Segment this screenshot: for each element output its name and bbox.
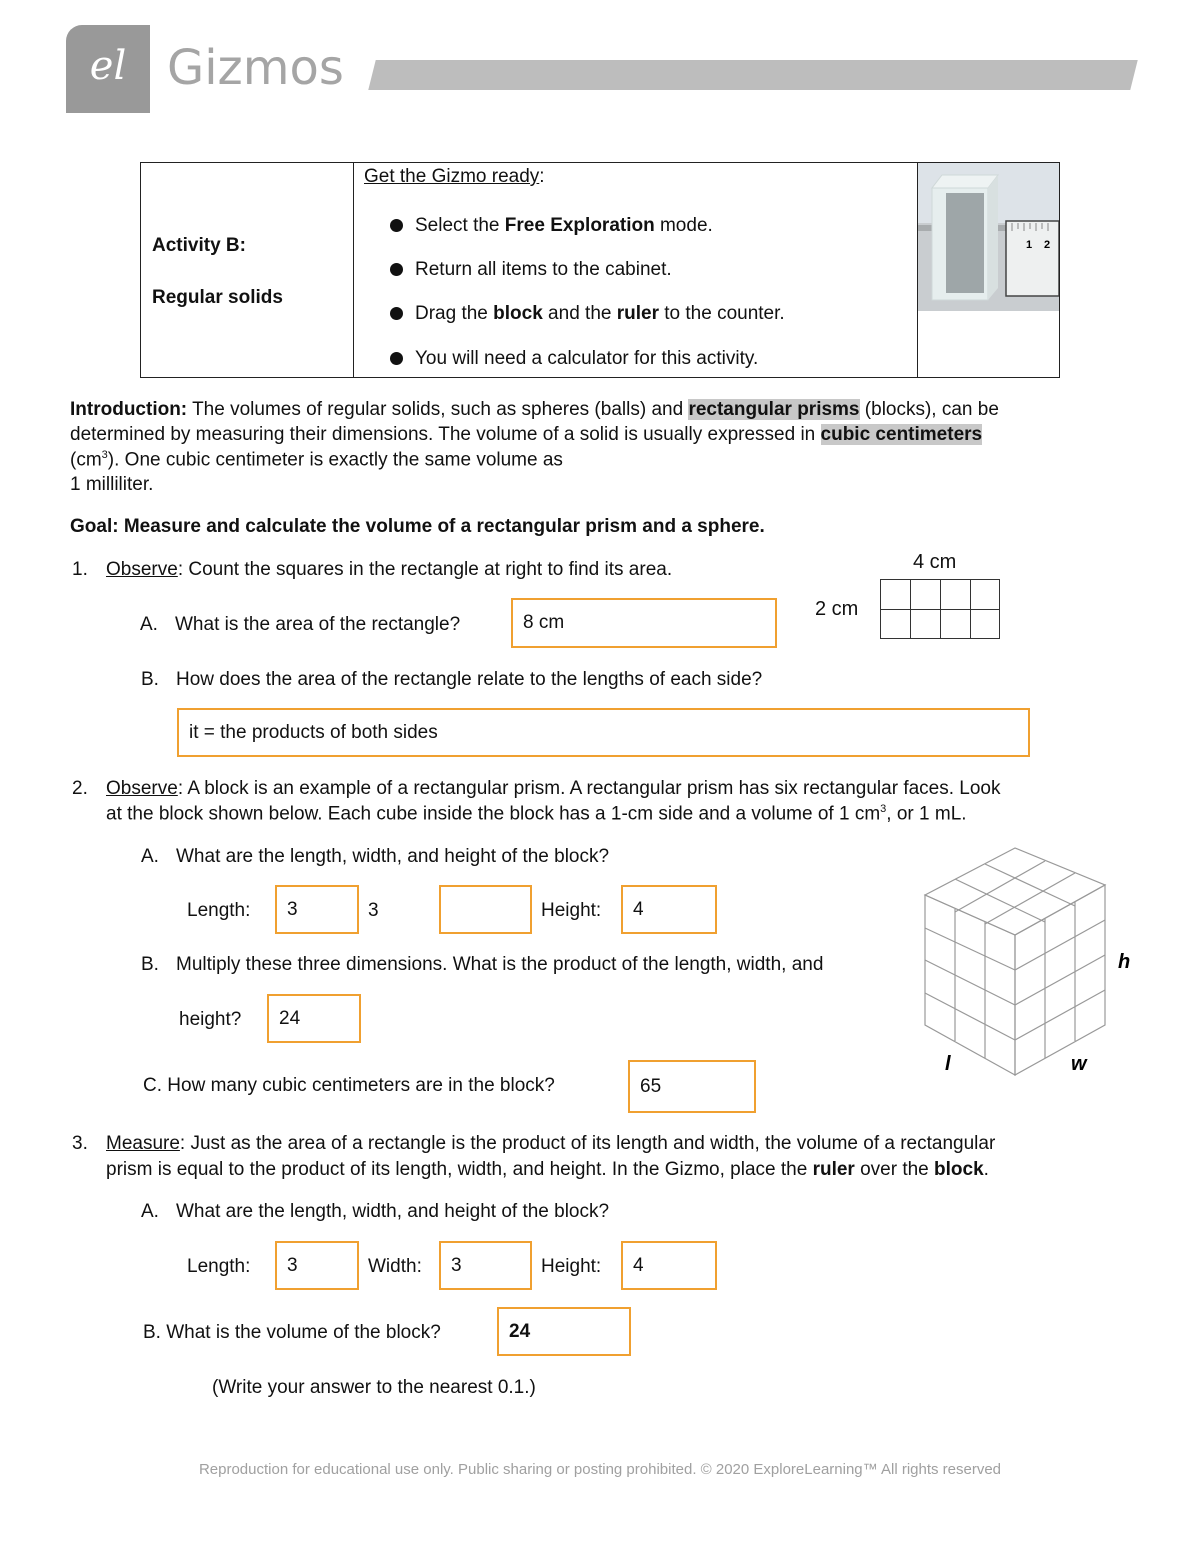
q1a-answer-field[interactable]: 8 cm: [511, 598, 777, 648]
cube-block-diagram: [915, 840, 1135, 1080]
explorelearning-logo: el: [66, 25, 150, 113]
bullet-drag-block-ruler: Drag the block and the ruler to the counter.: [390, 303, 785, 325]
intro-line-4: 1 milliliter.: [70, 474, 154, 495]
q1b-answer-field[interactable]: it = the products of both sides: [177, 708, 1030, 757]
q1a-label: A.: [140, 614, 158, 635]
q1-prompt: Observe: Count the squares in the rectangle at right to find its area.: [106, 559, 673, 580]
q2-length-field[interactable]: 3: [275, 885, 359, 934]
q3a-label: A.: [141, 1201, 159, 1222]
q2-prompt-line-1: Observe: A block is an example of a rectangular prism. A rectangular prism has six rectangular faces. Look: [106, 778, 1001, 799]
ruler-mark-2: 2: [1044, 239, 1051, 251]
q2-length-label: Length:: [187, 900, 251, 921]
intro-line-3: $(cm^3)$. One cubic centimeter is exactly the same volume as: [70, 449, 563, 471]
ready-heading: Get the Gizmo ready:: [364, 166, 545, 187]
width-label: w: [1071, 1053, 1087, 1075]
activity-subtitle: Regular solids: [152, 287, 283, 308]
ruler-mark-1: 1: [1026, 239, 1033, 251]
q2-width-field[interactable]: [439, 885, 532, 934]
q2-height-field[interactable]: 4: [621, 885, 717, 934]
bullet-return-items: Return all items to the cabinet.: [390, 259, 672, 281]
q3a-question: What are the length, width, and height of the block?: [176, 1201, 610, 1222]
q3-width-label: Width:: [368, 1256, 422, 1277]
q2-height-label: Height:: [541, 900, 602, 921]
q2-prompt-line-2: at the block shown below. Each cube inside the block has a 1-cm side and a volume of 1 $cm^3$, or 1 mL.: [106, 803, 967, 825]
q1b-label: B.: [141, 669, 159, 690]
rect-width-label: 4 cm: [913, 551, 957, 573]
q1-number: 1.: [72, 559, 88, 580]
activity-title-cell: [141, 163, 354, 378]
length-label: l: [945, 1053, 951, 1075]
q3-prompt-line-1: Measure: Just as the area of a rectangle is the product of its length and width, the volume of a rectangular: [106, 1133, 996, 1154]
activity-title: Activity B:: [152, 235, 246, 256]
q3-width-field[interactable]: 3: [439, 1241, 532, 1290]
q2-number: 2.: [72, 778, 88, 799]
intro-line-2: determined by measuring their dimensions. The volume of a solid is usually expressed in cubic centimeters: [70, 424, 983, 445]
goal: Goal: Measure and calculate the volume of a rectangular prism and a sphere.: [70, 516, 765, 537]
bullet-calculator: You will need a calculator for this activity.: [390, 348, 758, 370]
q2a-question: What are the length, width, and height of the block?: [176, 846, 610, 867]
gizmo-block-ruler-image: [918, 163, 1059, 311]
q2c-question: C. How many cubic centimeters are in the block?: [143, 1075, 555, 1096]
footer-copyright: Reproduction for educational use only. Public sharing or posting prohibited. © 2020 ExploreLearning™ All rights reserved: [198, 1461, 1002, 1478]
q1a-question: What is the area of the rectangle?: [175, 614, 461, 635]
q3b-question: B. What is the volume of the block?: [143, 1322, 441, 1343]
q3-number: 3.: [72, 1133, 88, 1154]
rect-height-label: 2 cm: [815, 598, 859, 620]
q2c-answer-field[interactable]: 65: [628, 1060, 756, 1113]
height-label: h: [1118, 951, 1131, 973]
q3-height-field[interactable]: 4: [621, 1241, 717, 1290]
q3-height-label: Height:: [541, 1256, 602, 1277]
q2b-label: B.: [141, 954, 159, 975]
q3-note: (Write your answer to the nearest 0.1.): [212, 1377, 536, 1398]
q2a-label: A.: [141, 846, 159, 867]
q3-length-label: Length:: [187, 1256, 251, 1277]
q2b-answer-field[interactable]: 24: [267, 994, 361, 1043]
q3b-answer-field[interactable]: 24: [497, 1307, 631, 1356]
area-rectangle-grid: [880, 579, 1000, 639]
q2b-question: Multiply these three dimensions. What is the product of the length, width, and: [176, 954, 824, 975]
brand-name: Gizmos: [167, 40, 344, 96]
q3-length-field[interactable]: 3: [275, 1241, 359, 1290]
bullet-free-exploration: Select the Free Exploration mode.: [390, 215, 713, 237]
q2-width-label: 3: [368, 900, 379, 921]
intro-line-1: Introduction: The volumes of regular solids, such as spheres (balls) and rectangular prisms (blocks), can be: [70, 399, 999, 420]
q3-prompt-line-2: prism is equal to the product of its length, width, and height. In the Gizmo, place the ruler over the block.: [106, 1159, 989, 1180]
gizmo-image-cell: [918, 163, 1060, 378]
q2b-question-cont: height?: [179, 1009, 242, 1030]
header-bar: [368, 60, 1137, 90]
q1b-question: How does the area of the rectangle relate to the lengths of each side?: [176, 669, 763, 690]
